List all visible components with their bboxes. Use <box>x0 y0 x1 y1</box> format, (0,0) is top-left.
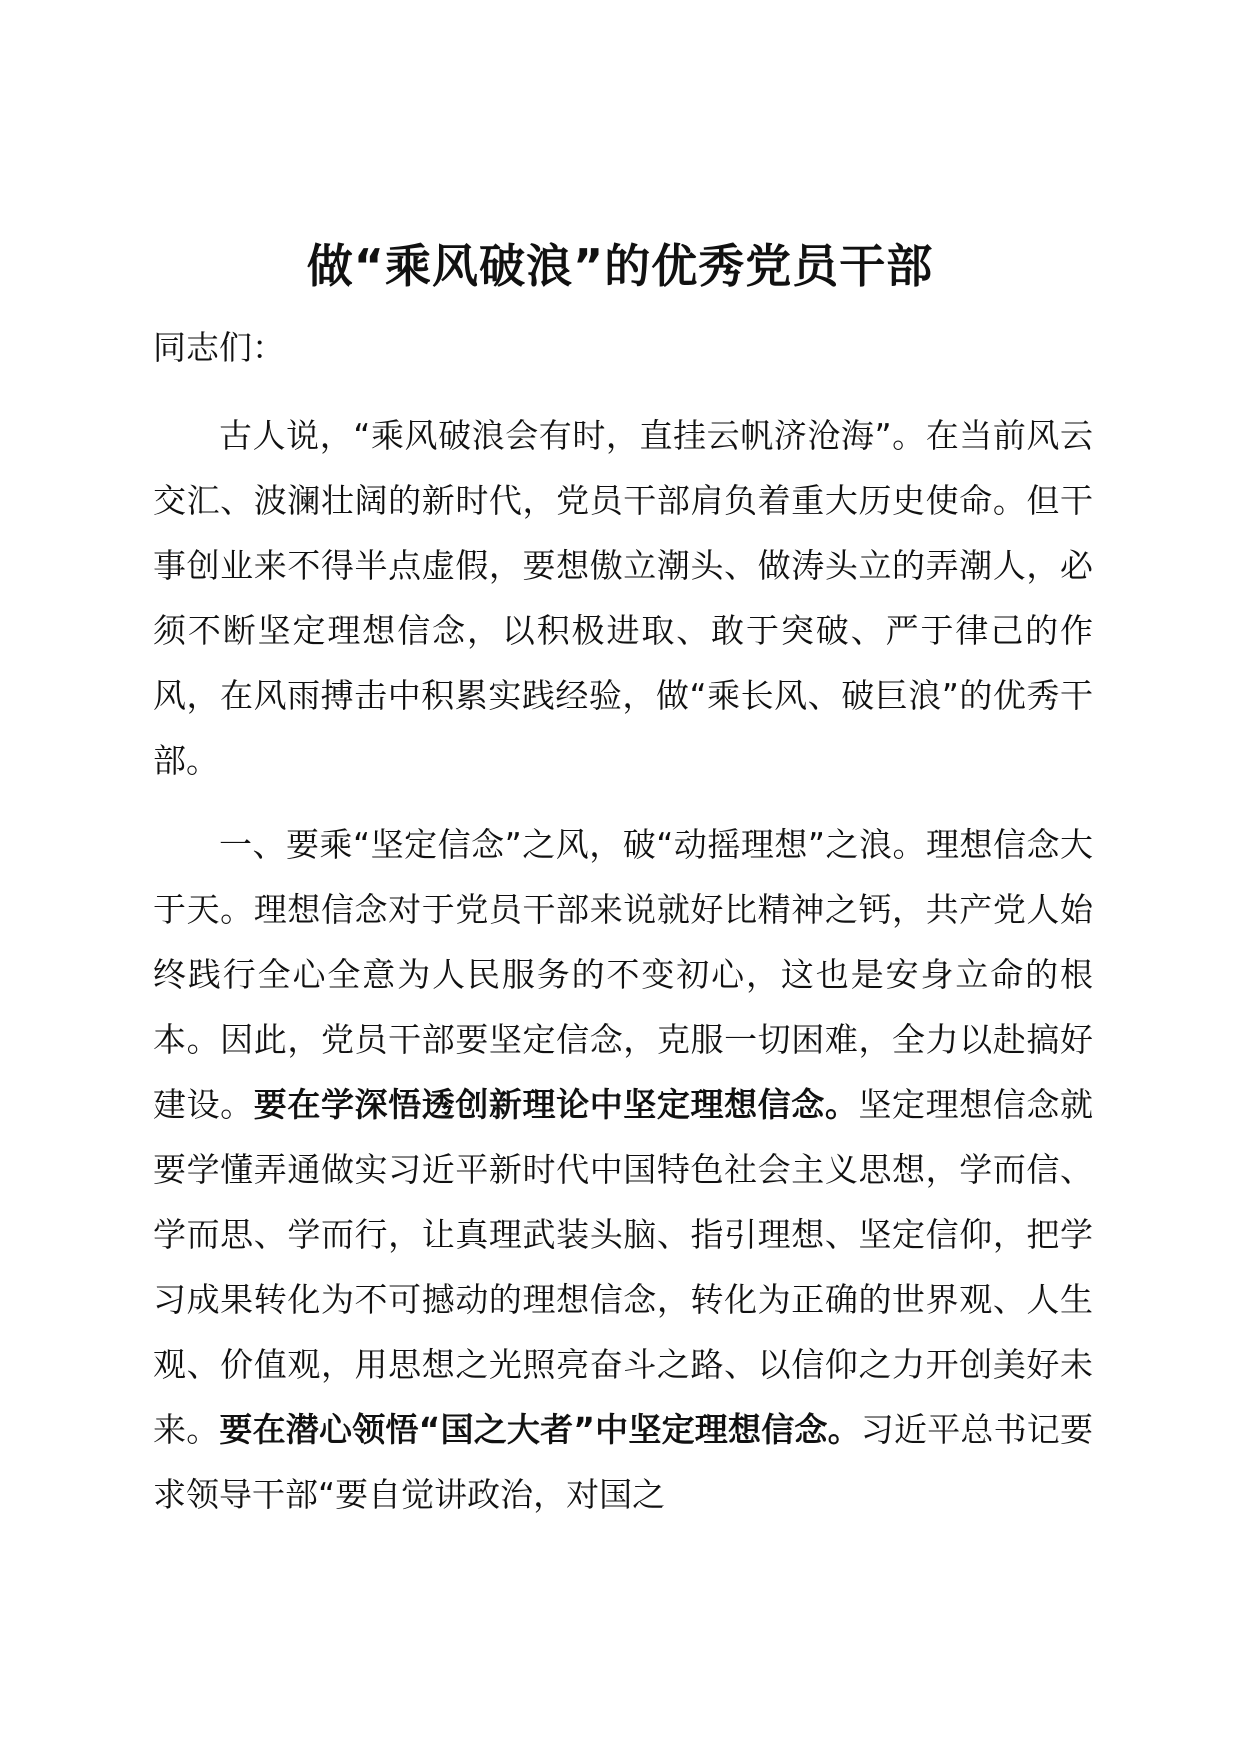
paragraph-text: 理想信念大于天。理想信念对于党员干部来说就好比精神之钙，共产党人始终践行全心全意为人民服务的不变初心，这也是安身立命的根本。因此，党员干部要坚定信念，克服一切困难，全力以赴搞好建设。 <box>153 825 1094 1124</box>
paragraph-section-one <box>153 812 1093 1527</box>
paragraph-text: 坚定理想信念就要学懂弄通做实习近平新时代中国特色社会主义思想，学而信、学而思、学而行，让真理武装头脑、指引理想、坚定信仰，把学习成果转化为不可撼动的理想信念，转化为正确的世界观、人生观、价值观，用思想之光照亮奋斗之路、以信仰之力开创美好未来。 <box>153 1085 1094 1449</box>
section-heading: 一、要乘“坚定信念”之风，破“动摇理想”之浪。 <box>219 825 926 864</box>
bold-statement: 要在潜心领悟“国之大者”中坚定理想信念。 <box>219 1410 861 1449</box>
paragraph-intro: 古人说，“乘风破浪会有时，直挂云帆济沧海”。在当前风云交汇、波澜壮阔的新时代，党员干部肩负着重大历史使命。但干事创业来不得半点虚假，要想傲立潮头、做涛头立的弄潮人，必须不断坚定理想信念，以积极进取、敢于突破、严于律己的作风，在风雨搏击中积累实践经验，做“乘长风、破巨浪”的优秀干部。 <box>153 416 1093 780</box>
greeting: 同志们： <box>153 328 285 367</box>
document-title: 做“乘风破浪”的优秀党员干部 <box>306 239 934 293</box>
paragraph-text: 习近平总书记要求领导干部“要自觉讲政治，对国之 <box>153 1410 1093 1514</box>
bold-statement: 要在学深悟透创新理论中坚定理想信念。 <box>253 1085 859 1124</box>
